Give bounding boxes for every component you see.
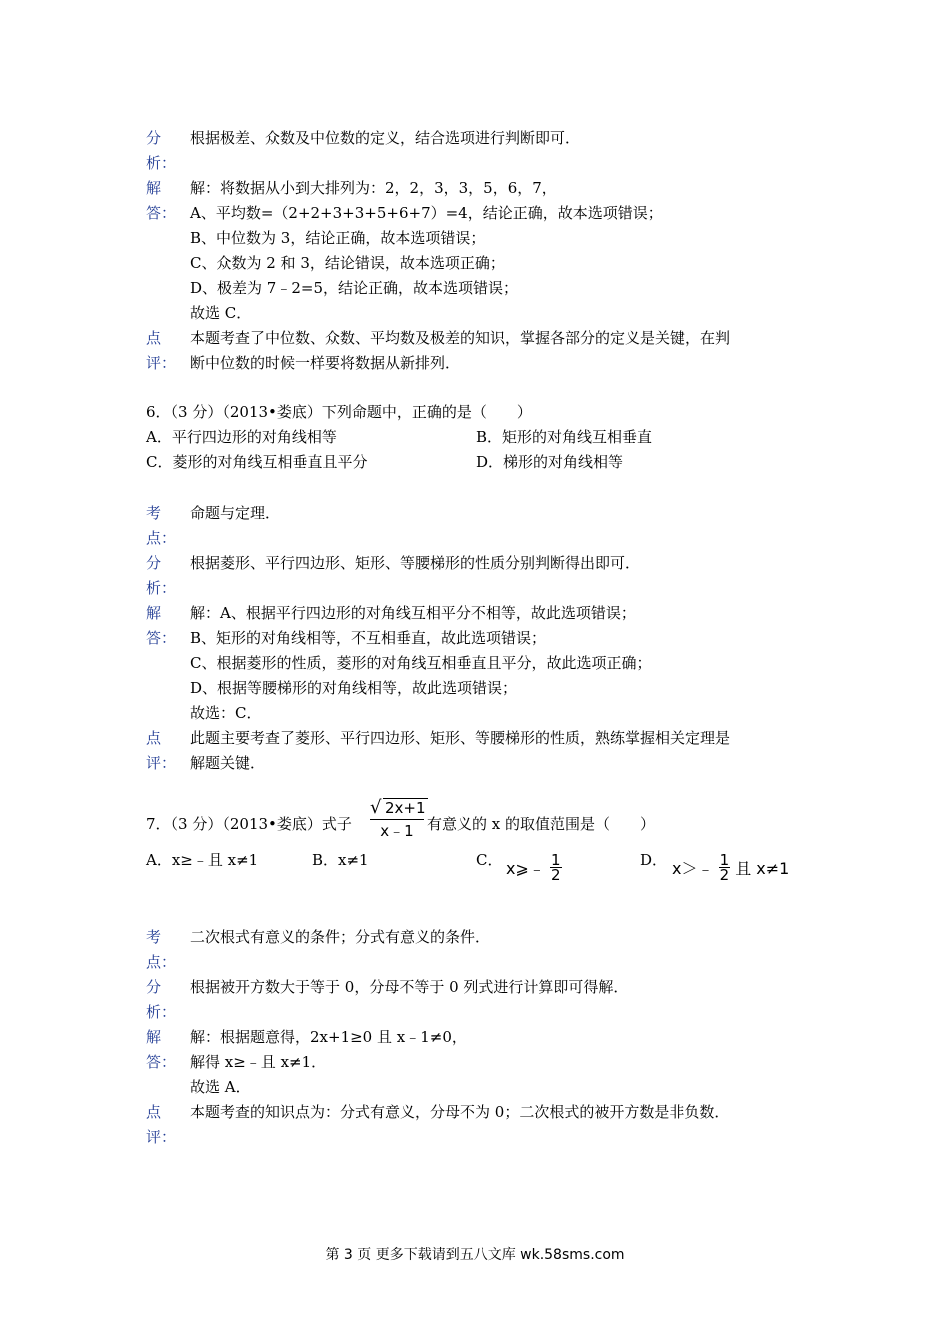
- q6-answer-line-4: D、根据等腰梯形的对角线相等，故此选项错误；: [190, 679, 518, 697]
- q5-analysis-text: 根据极差、众数及中位数的定义，结合选项进行判断即可．: [190, 129, 581, 147]
- q6-answer-label-1: 解: [146, 604, 162, 622]
- q7-option-c-frac-num: 1: [550, 851, 561, 869]
- q6-answer-line-5: 故选：C．: [190, 704, 262, 722]
- q7-answer-line-2: 解得 x≥﹣且 x≠1．: [190, 1053, 327, 1071]
- q6-comment-line-2: 解题关键．: [190, 754, 266, 772]
- q5-answer-line-6: 故选 C．: [190, 304, 252, 322]
- q7-fraction-denominator: x﹣1: [380, 822, 414, 840]
- q6-point-label-2: 点：: [146, 529, 177, 547]
- q7-stem-suffix: 有意义的 x 的取值范围是（ ）: [427, 815, 655, 833]
- q5-answer-line-2: A、平均数=（2+2+3+3+5+6+7）=4，结论正确，故本选项错误；: [190, 204, 663, 222]
- q7-option-c-fraction: [550, 853, 562, 882]
- q7-option-d-math: [672, 853, 789, 893]
- q6-analysis-text: 根据菱形、平行四边形、矩形、等腰梯形的性质分别判断得出即可．: [190, 554, 641, 572]
- q7-answer-line-3: 故选 A．: [190, 1078, 251, 1096]
- q6-comment-label-2: 评：: [146, 754, 177, 772]
- q5-comment-label-2: 评：: [146, 354, 177, 372]
- q5-comment-line-2: 断中位数的时候一样要将数据从新排列．: [190, 354, 461, 372]
- q7-fraction-numerator: [368, 796, 426, 818]
- q6-option-a: A．平行四边形的对角线相等: [146, 428, 337, 446]
- q7-answer-label-1: 解: [146, 1028, 162, 1046]
- q6-answer-label-2: 答：: [146, 629, 177, 647]
- q6-answer-line-3: C、根据菱形的性质，菱形的对角线互相垂直且平分，故此选项正确；: [190, 654, 652, 672]
- q5-answer-label-2: 答：: [146, 204, 177, 222]
- page-footer: 第 3 页 更多下载请到五八文库 wk.58sms.com: [325, 1247, 625, 1263]
- q7-point-label-1: 考: [146, 928, 162, 946]
- q7-option-d-frac-num: 1: [719, 851, 730, 869]
- q6-stem: 6．（3 分）（2013•娄底）下列命题中，正确的是（ ）: [146, 403, 532, 421]
- q7-comment-label-2: 评：: [146, 1128, 177, 1146]
- q7-option-c-frac-den: 2: [550, 866, 561, 884]
- q7-option-d-suffix: 且 x≠1: [735, 859, 790, 878]
- q5-analysis-label-1: 分: [146, 129, 162, 147]
- q7-point-label-2: 点：: [146, 953, 177, 971]
- q7-analysis-label-2: 析：: [146, 1003, 177, 1021]
- q5-analysis-label-2: 析：: [146, 154, 177, 172]
- q6-answer-line-1: 解：A、根据平行四边形的对角线互相平分不相等，故此选项错误；: [190, 604, 636, 622]
- sqrt-icon: √: [370, 797, 382, 818]
- q5-comment-line-1: 本题考查了中位数、众数、平均数及极差的知识，掌握各部分的定义是关键，在判: [190, 329, 731, 347]
- q6-comment-label-1: 点: [146, 729, 162, 747]
- q7-option-d-prefix: x＞﹣: [672, 859, 714, 878]
- q7-comment-text: 本题考查的知识点为：分式有意义，分母不为 0；二次根式的被开方数是非负数．: [190, 1103, 730, 1121]
- q7-option-c-prefix: x⩾﹣: [506, 859, 545, 878]
- q7-answer-line-1: 解：根据题意得，2x+1≥0 且 x﹣1≠0，: [190, 1028, 467, 1046]
- q6-analysis-label-2: 析：: [146, 579, 177, 597]
- q5-answer-line-3: B、中位数为 3，结论正确，故本选项错误；: [190, 229, 486, 247]
- q7-option-c-math: [506, 853, 562, 893]
- q6-option-c: C．菱形的对角线互相垂直且平分: [146, 453, 368, 471]
- q5-answer-line-4: C、众数为 2 和 3，结论错误，故本选项正确；: [190, 254, 505, 272]
- q7-option-c-label: C．: [476, 851, 503, 869]
- q7-stem-prefix: 7．（3 分）（2013•娄底）式子: [146, 815, 352, 833]
- q7-option-d-label: D．: [640, 851, 668, 869]
- q5-answer-line-1: 解：将数据从小到大排列为：2，2，3，3，5，6，7，: [190, 179, 557, 197]
- q6-comment-line-1: 此题主要考查了菱形、平行四边形、矩形、等腰梯形的性质，熟练掌握相关定理是: [190, 729, 731, 747]
- q7-comment-label-1: 点: [146, 1103, 162, 1121]
- q7-option-b: B．x≠1: [312, 851, 369, 869]
- q5-answer-line-5: D、极差为 7﹣2=5，结论正确，故本选项错误；: [190, 279, 518, 297]
- q6-point-text: 命题与定理．: [190, 504, 281, 522]
- q7-option-d-frac-den: 2: [719, 866, 730, 884]
- q6-option-b: B．矩形的对角线互相垂直: [476, 428, 653, 446]
- q5-answer-label-1: 解: [146, 179, 162, 197]
- q7-analysis-label-1: 分: [146, 978, 162, 996]
- q7-radicand: 2x+1: [385, 799, 426, 817]
- q7-answer-label-2: 答：: [146, 1053, 177, 1071]
- q7-expression-fraction: [368, 796, 426, 844]
- q7-option-a: A．x≥﹣且 x≠1: [146, 851, 259, 869]
- q6-option-d: D．梯形的对角线相等: [476, 453, 624, 471]
- q7-option-d-fraction: [719, 853, 731, 882]
- q6-point-label-1: 考: [146, 504, 162, 522]
- q7-point-text: 二次根式有意义的条件；分式有意义的条件．: [190, 928, 491, 946]
- q5-comment-label-1: 点: [146, 329, 162, 347]
- q6-answer-line-2: B、矩形的对角线相等，不互相垂直，故此选项错误；: [190, 629, 547, 647]
- q7-analysis-text: 根据被开方数大于等于 0，分母不等于 0 列式进行计算即可得解．: [190, 978, 629, 996]
- q6-analysis-label-1: 分: [146, 554, 162, 572]
